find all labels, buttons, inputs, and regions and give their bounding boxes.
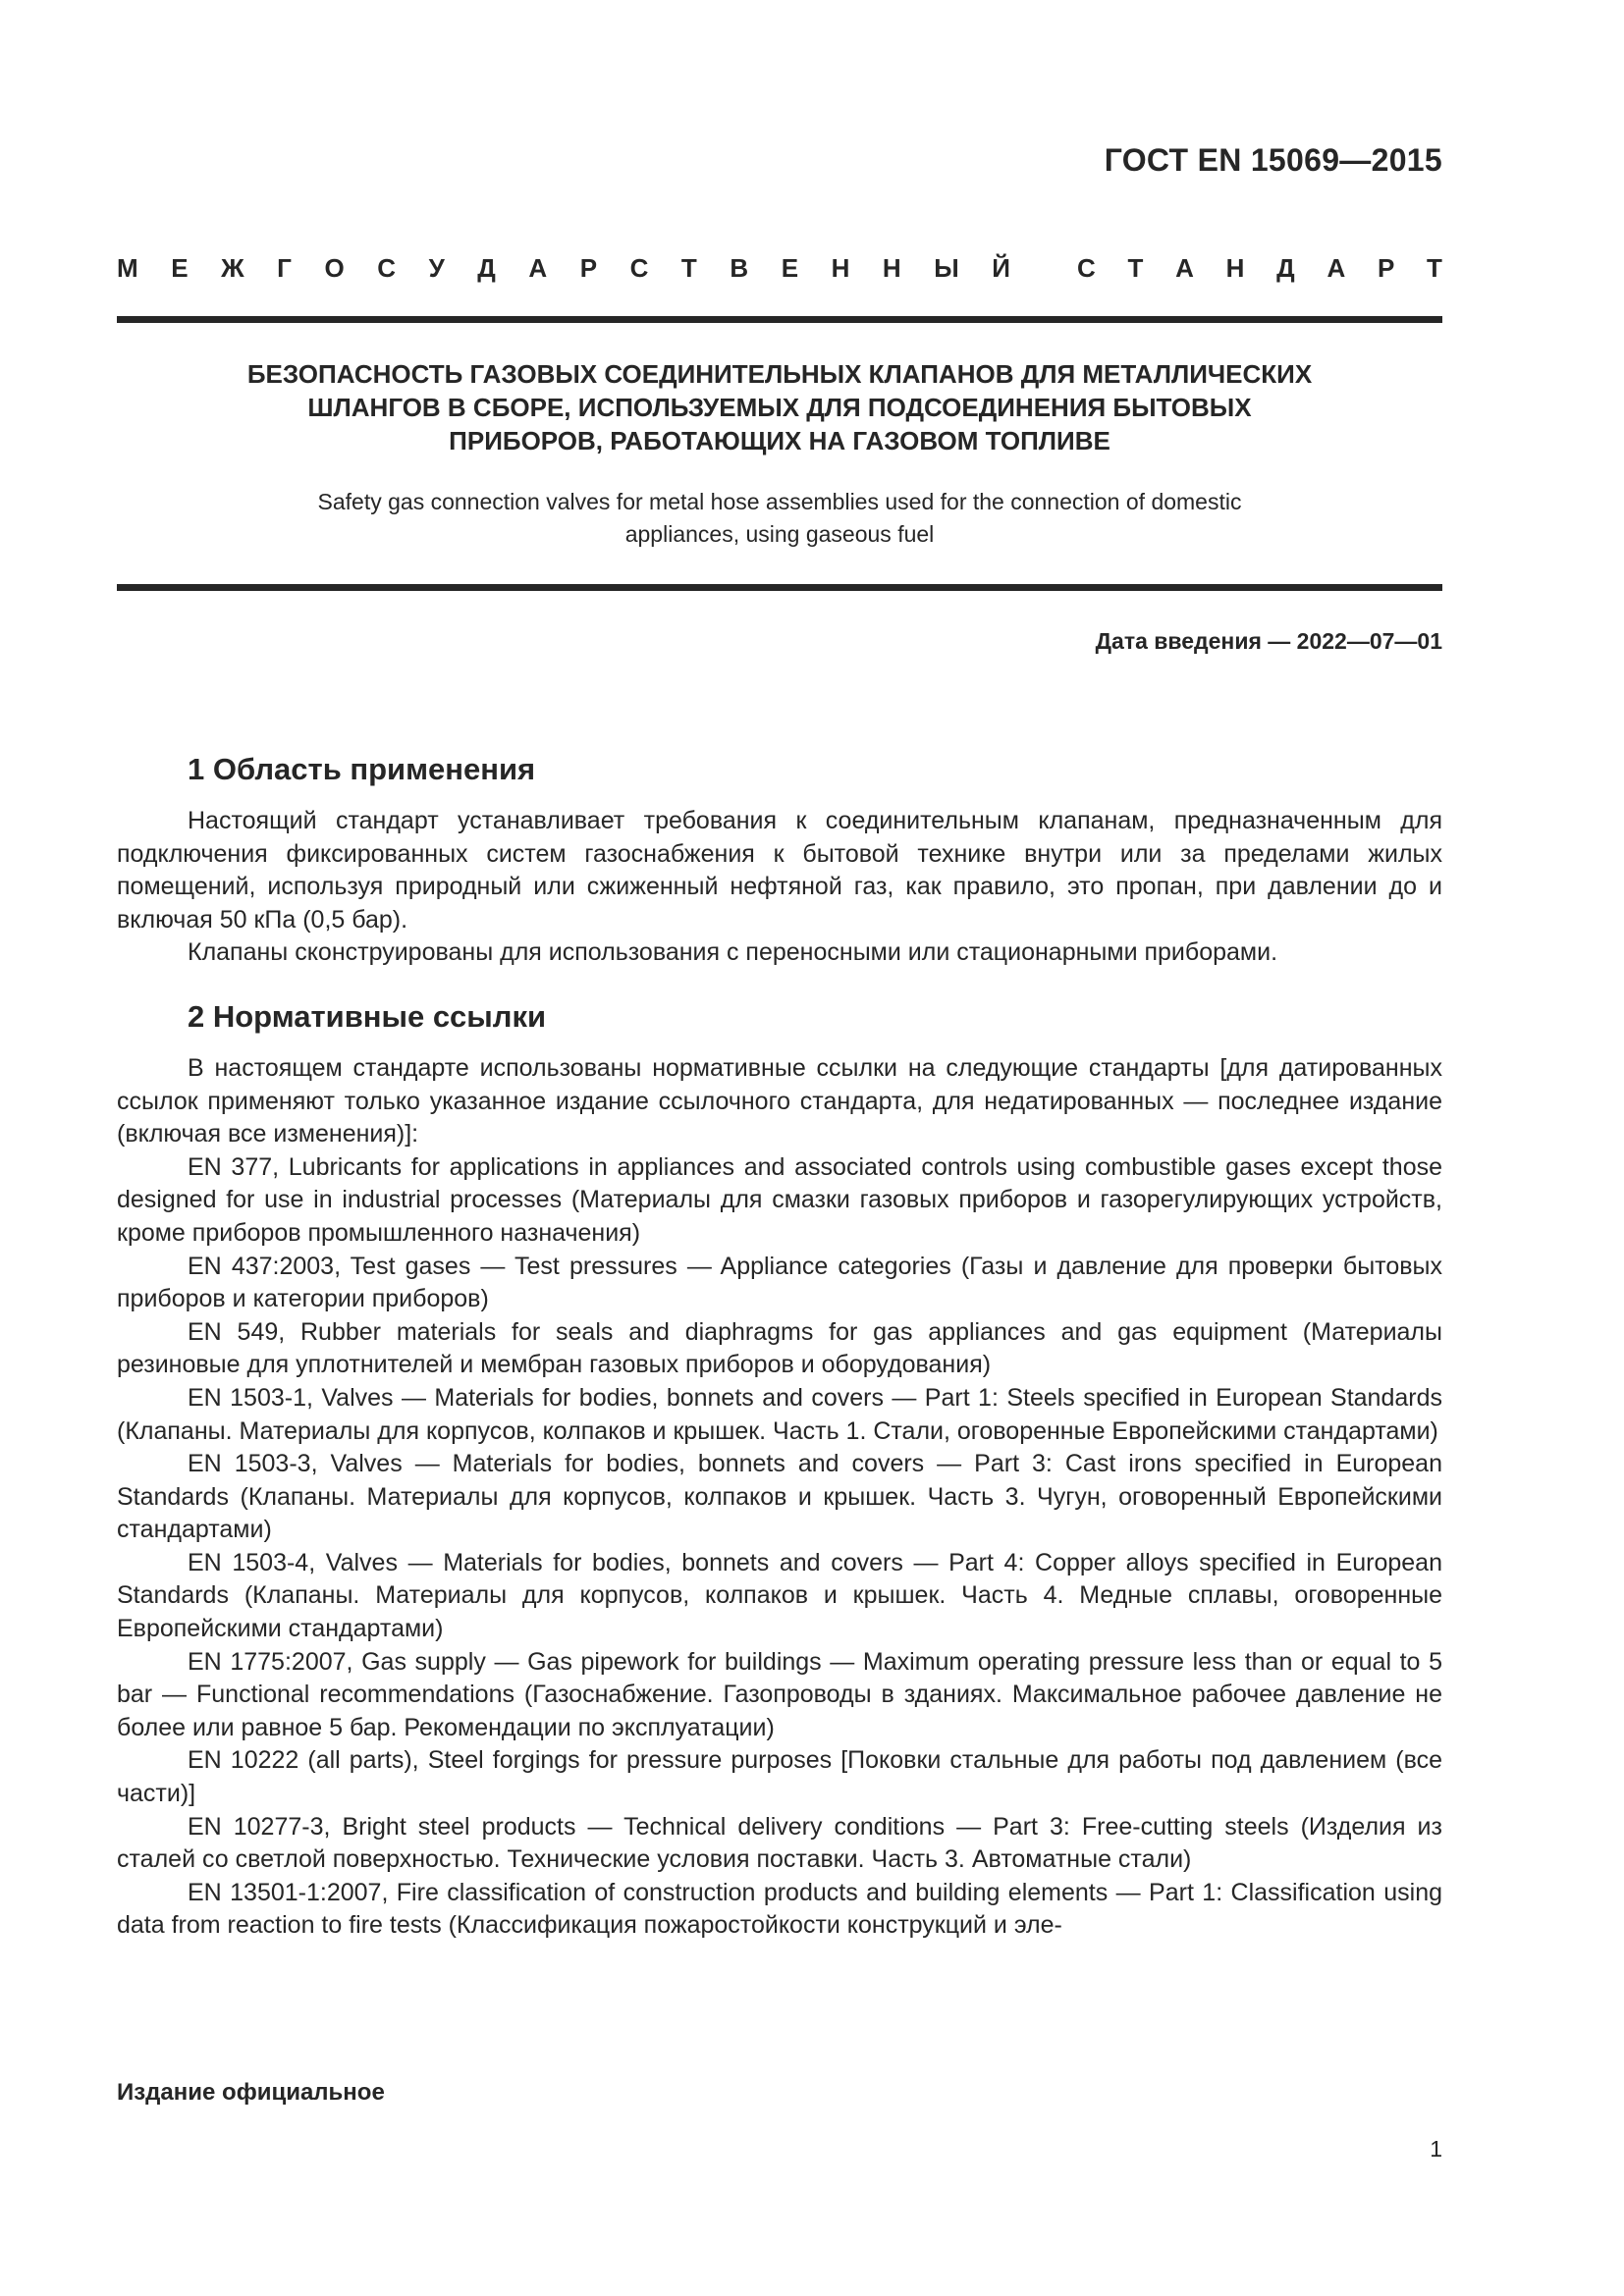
banner-letter: Ы [934, 253, 959, 283]
official-edition-label: Издание официальное [117, 2079, 385, 2106]
section-title-normative-references: 2 Нормативные ссылки [188, 998, 547, 1034]
banner-letter: У [428, 253, 445, 283]
page-number: 1 [1430, 2136, 1442, 2162]
banner-letter: Н [831, 253, 850, 283]
banner-letter: Д [1276, 253, 1295, 283]
banner-letter: Й [992, 253, 1010, 283]
bottom-rule [117, 584, 1442, 591]
banner-letter: Д [477, 253, 496, 283]
title-ru-line: ПРИБОРОВ, РАБОТАЮЩИХ НА ГАЗОВОМ ТОПЛИВЕ [449, 426, 1110, 455]
reference-item: EN 10277-3, Bright steel products — Technical delivery conditions — Part 3: Free-cutting steels (Изделия из сталей со светлой поверхностью. Технические условия поставки. Часть 3. Автоматные стали) [117, 1812, 1442, 1874]
reference-item: EN 377, Lubricants for applications in appliances and associated controls using combustible gases except those designed for use in industrial processes (Материалы для смазки газовых приборов и газорегулирующих устройств, кроме приборов промышленного назначения) [117, 1152, 1442, 1247]
title-english [117, 486, 1442, 551]
reference-item: EN 549, Rubber materials for seals and diaphragms for gas appliances and gas equipment (Материалы резиновые для уплотнителей и мембран газовых приборов и оборудования) [117, 1317, 1442, 1379]
banner-letter: Н [1225, 253, 1245, 283]
reference-item: EN 1775:2007, Gas supply — Gas pipework for buildings — Maximum operating pressure less than or equal to 5 bar — Functional recommendations (Газоснабжение. Газопроводы в зданиях. Максимальное рабочее давление не более или равное 5 бар. Рекомендации по эксплуатации) [117, 1647, 1442, 1741]
reference-item: EN 13501-1:2007, Fire classification of construction products and building elements — Part 1: Classification using data from reaction to fire tests (Классификация пожаростойкости конструкций и эле- [117, 1878, 1442, 1940]
banner-letter: О [324, 253, 345, 283]
reference-item: EN 10222 (all parts), Steel forgings for pressure purposes [Поковки стальные для работы под давлением (все части)] [117, 1746, 1442, 1808]
banner-letter: С [377, 253, 397, 283]
reference-item: EN 1503-4, Valves — Materials for bodies, bonnets and covers — Part 4: Copper alloys specified in European Standards (Клапаны. Материалы для корпусов, колпаков и крышек. Часть 4. Медные сплавы, оговоренные Европейскими стандартами) [117, 1548, 1442, 1643]
paragraph: Настоящий стандарт устанавливает требования к соединительным клапанам, предназначенным для подключения фиксированных систем газоснабжения к бытовой технике внутри или за пределами жилых помещений, используя природный или сжиженный нефтяной газ, как правило, это пропан, при давлении до и включая 50 кПа (0,5 бар). [117, 807, 1442, 934]
introduction-date: Дата введения — 2022—07—01 [1095, 628, 1442, 654]
section-title-scope: 1 Область применения [188, 752, 536, 786]
banner-letter: Т [680, 253, 697, 283]
reference-item: EN 437:2003, Test gases — Test pressures — Appliance categories (Газы и давление для проверки бытовых приборов и категории приборов) [117, 1252, 1442, 1313]
banner-letter: В [730, 253, 749, 283]
banner-letter: Т [1127, 253, 1144, 283]
title-ru-line: БЕЗОПАСНОСТЬ ГАЗОВЫХ СОЕДИНИТЕЛЬНЫХ КЛАПАНОВ ДЛЯ МЕТАЛЛИЧЕСКИХ [246, 359, 1313, 389]
document-code: ГОСТ EN 15069—2015 [1104, 142, 1442, 178]
reference-item: EN 1503-1, Valves — Materials for bodies, bonnets and covers — Part 1: Steels specified in European Standards (Клапаны. Материалы для корпусов, колпаков и крышек. Часть 1. Стали, оговоренные Европейскими стандартами) [117, 1383, 1442, 1445]
title-ru-line: ШЛАНГОВ В СБОРЕ, ИСПОЛЬЗУЕМЫХ ДЛЯ ПОДСОЕДИНЕНИЯ БЫТОВЫХ [307, 393, 1252, 422]
banner-letter: Р [579, 253, 598, 283]
banner-letter: Н [882, 253, 901, 283]
top-rule [117, 316, 1442, 323]
banner-letter: А [1175, 253, 1194, 283]
title-en-line: Safety gas connection valves for metal hose assemblies used for the connection of domestic [317, 489, 1242, 514]
banner-letter: Т [1427, 253, 1442, 283]
banner-letter: М [117, 253, 138, 283]
banner-letter: Е [781, 253, 799, 283]
reference-item: EN 1503-3, Valves — Materials for bodies, bonnets and covers — Part 3: Cast irons specified in European Standards (Клапаны. Материалы для корпусов, колпаков и крышек. Часть 3. Чугун, оговоренный Европейскими стандартами) [117, 1450, 1442, 1544]
banner-letter: А [528, 253, 548, 283]
banner-letter: А [1326, 253, 1346, 283]
banner-letter: Г [277, 253, 292, 283]
banner-letter: С [629, 253, 649, 283]
paragraph: Клапаны сконструированы для использования с переносными или стационарными приборами. [188, 938, 1278, 967]
title-en-line: appliances, using gaseous fuel [624, 521, 935, 547]
banner-word-standard [1077, 253, 1442, 284]
banner-letter: Ж [221, 253, 244, 283]
standard-banner [117, 253, 1442, 284]
banner-word-interstate [117, 253, 1010, 284]
banner-letter: С [1077, 253, 1096, 283]
title-russian [117, 357, 1442, 457]
paragraph: В настоящем стандарте использованы нормативные ссылки на следующие стандарты [для датированных ссылок применяют только указанное издание ссылочного стандарта, для недатированных — последнее издание (включая все изменения)]: [117, 1053, 1442, 1148]
banner-letter: Р [1377, 253, 1395, 283]
banner-letter: Е [171, 253, 189, 283]
document-body [117, 748, 1442, 1943]
